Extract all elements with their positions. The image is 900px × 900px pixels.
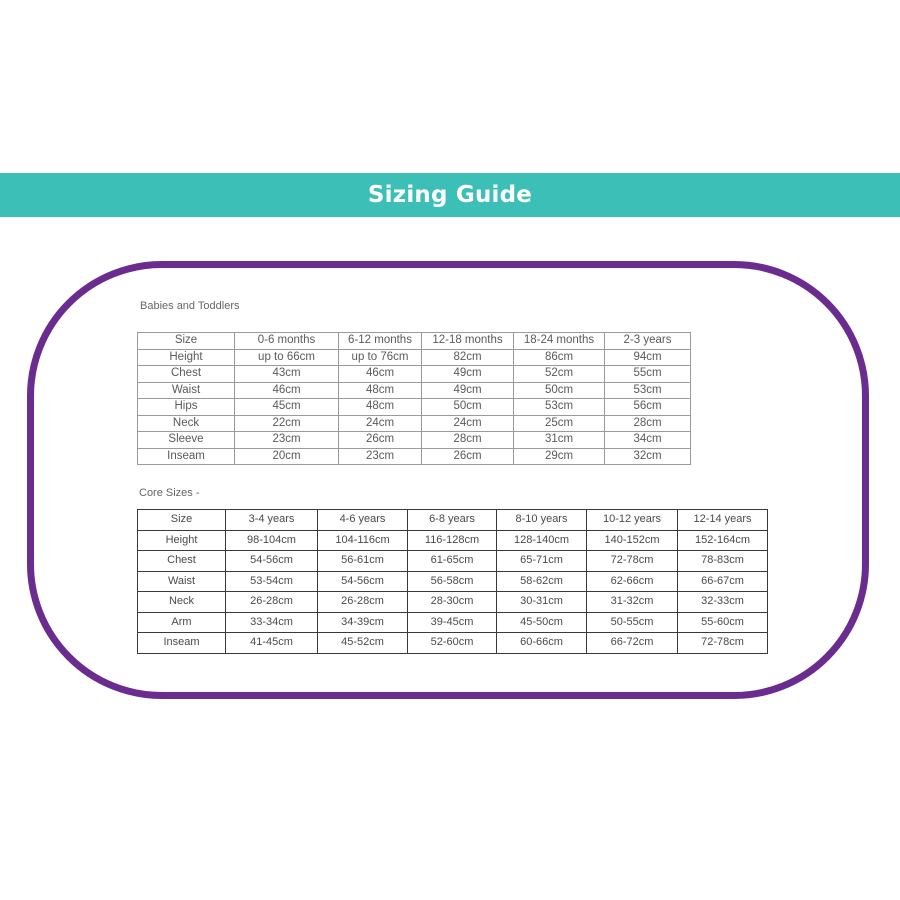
table-cell: 50-55cm <box>587 612 678 633</box>
table-cell: 78-83cm <box>678 551 768 572</box>
column-header: Size <box>138 333 235 350</box>
table-row <box>138 382 691 399</box>
table-cell: 56-58cm <box>408 571 497 592</box>
table-cell: 29cm <box>514 448 605 465</box>
table-cell: 56cm <box>605 399 691 416</box>
page-title: Sizing Guide <box>367 182 533 208</box>
column-header: 8-10 years <box>497 510 587 531</box>
column-header: 2-3 years <box>605 333 691 350</box>
table-row <box>138 415 691 432</box>
table-cell: 26-28cm <box>318 592 408 613</box>
table-row <box>138 612 768 633</box>
table-cell: 72-78cm <box>678 633 768 654</box>
table-cell: 54-56cm <box>318 571 408 592</box>
table-cell: 23cm <box>339 448 422 465</box>
table-cell: 30-31cm <box>497 592 587 613</box>
table-cell: 128-140cm <box>497 530 587 551</box>
table-cell: 56-61cm <box>318 551 408 572</box>
table-row <box>138 571 768 592</box>
table-cell: 26cm <box>339 432 422 449</box>
table-cell: 53cm <box>514 399 605 416</box>
table-cell: 26cm <box>422 448 514 465</box>
table-cell: 66-67cm <box>678 571 768 592</box>
column-header: Size <box>138 510 226 531</box>
column-header: 12-18 months <box>422 333 514 350</box>
table-cell: 45-50cm <box>497 612 587 633</box>
table-cell: 86cm <box>514 349 605 366</box>
column-header: 0-6 months <box>235 333 339 350</box>
babies-header-row <box>138 333 691 350</box>
table-cell: 39-45cm <box>408 612 497 633</box>
table-row <box>138 551 768 572</box>
row-label: Arm <box>138 612 226 633</box>
table-cell: 58-62cm <box>497 571 587 592</box>
table-cell: 41-45cm <box>226 633 318 654</box>
table-row <box>138 633 768 654</box>
table-cell: 45-52cm <box>318 633 408 654</box>
table-cell: 45cm <box>235 399 339 416</box>
table-cell: up to 66cm <box>235 349 339 366</box>
table-cell: 116-128cm <box>408 530 497 551</box>
table-cell: 50cm <box>514 382 605 399</box>
table-cell: 61-65cm <box>408 551 497 572</box>
core-section-label: Core Sizes - <box>139 487 200 499</box>
table-cell: 140-152cm <box>587 530 678 551</box>
table-cell: 66-72cm <box>587 633 678 654</box>
table-cell: 152-164cm <box>678 530 768 551</box>
core-size-table <box>137 509 768 654</box>
table-cell: 33-34cm <box>226 612 318 633</box>
table-row <box>138 349 691 366</box>
table-row <box>138 399 691 416</box>
table-cell: 20cm <box>235 448 339 465</box>
table-cell: 43cm <box>235 366 339 383</box>
row-label: Inseam <box>138 448 235 465</box>
table-row <box>138 366 691 383</box>
table-cell: 24cm <box>339 415 422 432</box>
table-cell: 65-71cm <box>497 551 587 572</box>
table-cell: 53-54cm <box>226 571 318 592</box>
column-header: 6-12 months <box>339 333 422 350</box>
table-row <box>138 448 691 465</box>
column-header: 6-8 years <box>408 510 497 531</box>
table-cell: 54-56cm <box>226 551 318 572</box>
table-cell: 60-66cm <box>497 633 587 654</box>
column-header: 4-6 years <box>318 510 408 531</box>
table-cell: 23cm <box>235 432 339 449</box>
row-label: Waist <box>138 571 226 592</box>
table-cell: 32-33cm <box>678 592 768 613</box>
column-header: 12-14 years <box>678 510 768 531</box>
table-cell: 94cm <box>605 349 691 366</box>
table-cell: 72-78cm <box>587 551 678 572</box>
row-label: Hips <box>138 399 235 416</box>
table-row <box>138 592 768 613</box>
row-label: Sleeve <box>138 432 235 449</box>
row-label: Chest <box>138 551 226 572</box>
table-cell: 46cm <box>235 382 339 399</box>
babies-section-label: Babies and Toddlers <box>140 300 240 312</box>
table-cell: 24cm <box>422 415 514 432</box>
table-cell: 48cm <box>339 382 422 399</box>
table-cell: 48cm <box>339 399 422 416</box>
table-cell: 28cm <box>605 415 691 432</box>
table-cell: 104-116cm <box>318 530 408 551</box>
row-label: Neck <box>138 415 235 432</box>
core-header-row <box>138 510 768 531</box>
table-cell: 49cm <box>422 382 514 399</box>
row-label: Chest <box>138 366 235 383</box>
table-cell: 22cm <box>235 415 339 432</box>
table-cell: 98-104cm <box>226 530 318 551</box>
babies-size-table <box>137 332 691 465</box>
table-cell: 25cm <box>514 415 605 432</box>
table-cell: 62-66cm <box>587 571 678 592</box>
column-header: 3-4 years <box>226 510 318 531</box>
header-banner <box>0 173 900 217</box>
row-label: Inseam <box>138 633 226 654</box>
table-cell: 50cm <box>422 399 514 416</box>
table-cell: 52cm <box>514 366 605 383</box>
table-cell: up to 76cm <box>339 349 422 366</box>
table-cell: 55-60cm <box>678 612 768 633</box>
table-cell: 31cm <box>514 432 605 449</box>
table-cell: 28-30cm <box>408 592 497 613</box>
row-label: Height <box>138 530 226 551</box>
column-header: 10-12 years <box>587 510 678 531</box>
table-cell: 49cm <box>422 366 514 383</box>
row-label: Waist <box>138 382 235 399</box>
table-cell: 26-28cm <box>226 592 318 613</box>
table-row <box>138 432 691 449</box>
table-cell: 55cm <box>605 366 691 383</box>
table-cell: 28cm <box>422 432 514 449</box>
table-row <box>138 530 768 551</box>
row-label: Height <box>138 349 235 366</box>
table-cell: 34cm <box>605 432 691 449</box>
row-label: Neck <box>138 592 226 613</box>
table-cell: 34-39cm <box>318 612 408 633</box>
table-cell: 46cm <box>339 366 422 383</box>
table-cell: 52-60cm <box>408 633 497 654</box>
table-cell: 53cm <box>605 382 691 399</box>
table-cell: 32cm <box>605 448 691 465</box>
table-cell: 31-32cm <box>587 592 678 613</box>
column-header: 18-24 months <box>514 333 605 350</box>
table-cell: 82cm <box>422 349 514 366</box>
